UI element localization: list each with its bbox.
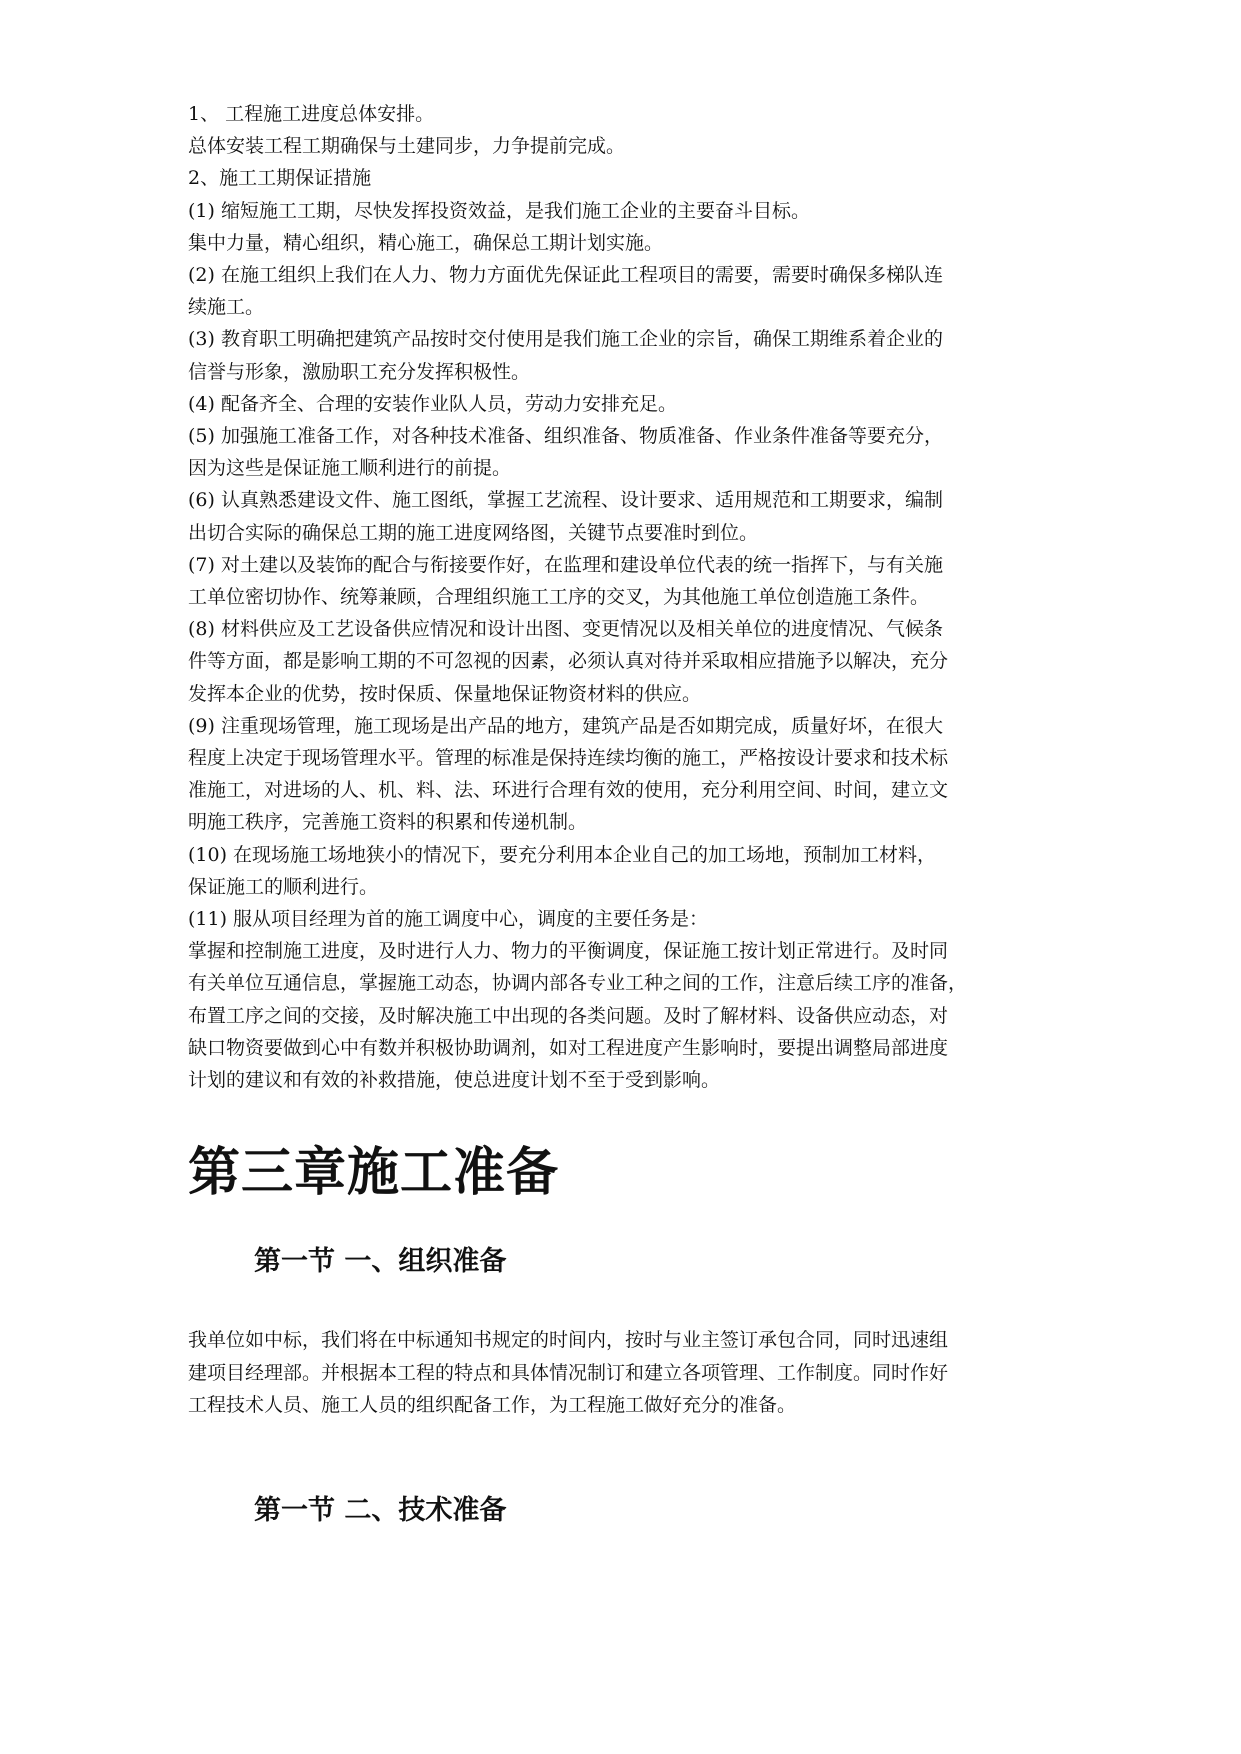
body-line: (4) 配备齐全、合理的安装作业队人员，劳动力安排充足。 [188, 392, 677, 415]
body-line: 集中力量，精心组织，精心施工，确保总工期计划实施。 [188, 231, 664, 254]
section-line: 工程技术人员、施工人员的组织配备工作，为工程施工做好充分的准备。 [188, 1393, 797, 1416]
body-line: 总体安装工程工期确保与土建同步，力争提前完成。 [188, 135, 626, 158]
body-line: (3) 教育职工明确把建筑产品按时交付使用是我们施工企业的宗旨，确保工期维系着企业的 [188, 328, 943, 351]
document-page [188, 98, 1053, 1531]
section-title-technical: 第一节 二、技术准备 [254, 1494, 507, 1526]
body-line: 1、 工程施工进度总体安排。 [188, 103, 435, 125]
body-line: 件等方面，都是影响工期的不可忽视的因素，必须认真对待并采取相应措施予以解决，充分 [188, 650, 949, 673]
body-line: (6) 认真熟悉建设文件、施工图纸，掌握工艺流程、设计要求、适用规范和工期要求，编制 [188, 489, 943, 512]
body-line: 信誉与形象，激励职工充分发挥积极性。 [188, 360, 531, 383]
section-body-organization [188, 1324, 1053, 1421]
body-line: 准施工，对进场的人、机、料、法、环进行合理有效的使用，充分利用空间、时间，建立文 [188, 779, 949, 802]
body-line: 布置工序之间的交接，及时解决施工中出现的各类问题。及时了解材料、设备供应动态，对 [188, 1004, 949, 1027]
body-line: (10) 在现场施工场地狭小的情况下，要充分利用本企业自己的加工场地，预制加工材料， [188, 843, 937, 866]
body-line: 工单位密切协作、统筹兼顾，合理组织施工工序的交叉，为其他施工单位创造施工条件。 [188, 586, 930, 609]
body-line: 计划的建议和有效的补救措施，使总进度计划不至于受到影响。 [188, 1069, 721, 1092]
body-text [188, 98, 1053, 1096]
body-line: (2) 在施工组织上我们在人力、物力方面优先保证此工程项目的需要，需要时确保多梯队连 [188, 264, 943, 287]
body-line: (1) 缩短施工工期，尽快发挥投资效益，是我们施工企业的主要奋斗目标。 [188, 199, 810, 222]
body-line: 掌握和控制施工进度，及时进行人力、物力的平衡调度，保证施工按计划正常进行。及时同 [188, 940, 949, 963]
body-line: (9) 注重现场管理，施工现场是出产品的地方，建筑产品是否如期完成，质量好坏，在很大 [188, 714, 943, 737]
body-line: 发挥本企业的优势，按时保质、保量地保证物资材料的供应。 [188, 682, 702, 705]
body-line: 2、施工工期保证措施 [188, 167, 372, 190]
body-line: (8) 材料供应及工艺设备供应情况和设计出图、变更情况以及相关单位的进度情况、气候条 [188, 618, 943, 641]
body-line: 缺口物资要做到心中有数并积极协助调剂，如对工程进度产生影响时，要提出调整局部进度 [188, 1036, 949, 1059]
body-line: 续施工。 [188, 296, 265, 319]
body-line: 明施工秩序，完善施工资料的积累和传递机制。 [188, 811, 588, 834]
section-line: 我单位如中标，我们将在中标通知书规定的时间内，按时与业主签订承包合同，同时迅速组 [188, 1329, 949, 1352]
body-line: 程度上决定于现场管理水平。管理的标准是保持连续均衡的施工，严格按设计要求和技术标 [188, 747, 949, 770]
body-line: (5) 加强施工准备工作，对各种技术准备、组织准备、物质准备、作业条件准备等要充分， [188, 425, 943, 448]
body-line: 有关单位互通信息，掌握施工动态，协调内部各专业工种之间的工作，注意后续工序的准备， [188, 972, 968, 995]
body-line: 保证施工的顺利进行。 [188, 875, 379, 898]
body-line: 出切合实际的确保总工期的施工进度网络图，关键节点要准时到位。 [188, 521, 759, 544]
section-line: 建项目经理部。并根据本工程的特点和具体情况制订和建立各项管理、工作制度。同时作好 [188, 1361, 949, 1384]
chapter-title: 第三章施工准备 [188, 1143, 560, 1204]
body-line: (7) 对土建以及装饰的配合与衔接要作好，在监理和建设单位代表的统一指挥下，与有关施 [188, 553, 943, 576]
body-line: 因为这些是保证施工顺利进行的前提。 [188, 457, 512, 480]
body-line: (11) 服从项目经理为首的施工调度中心，调度的主要任务是： [188, 908, 709, 931]
section-title-organization: 第一节 一、组织准备 [254, 1246, 507, 1278]
